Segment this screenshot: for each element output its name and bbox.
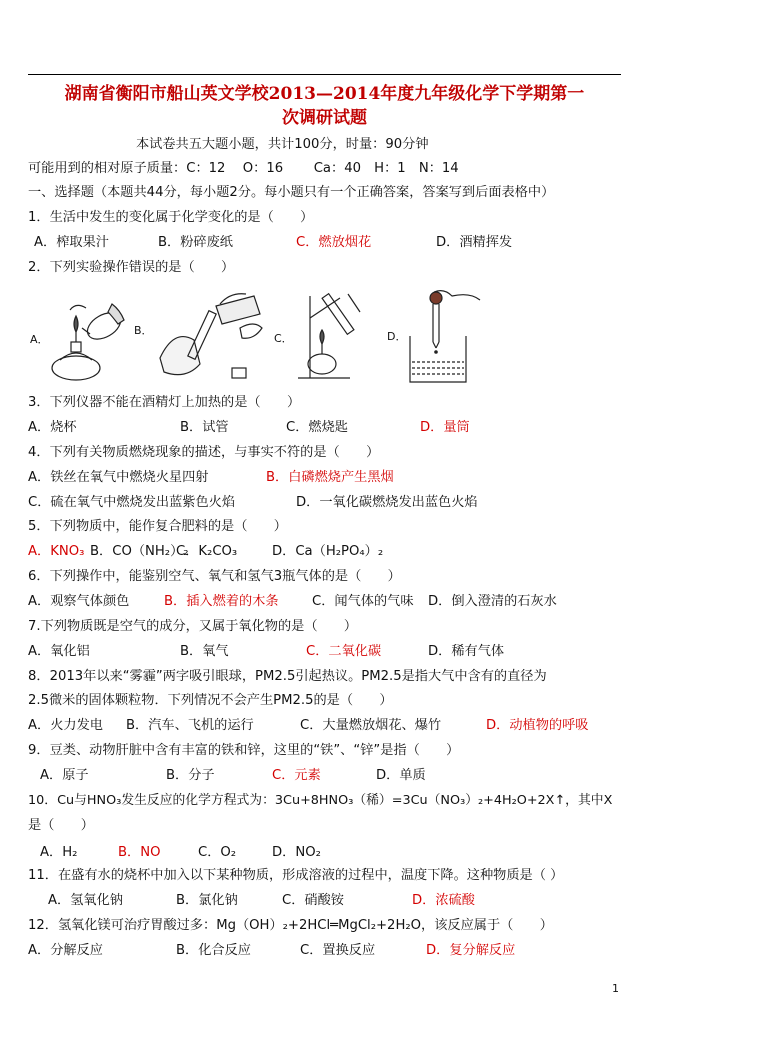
q8-option-d: D．动植物的呼吸 bbox=[486, 718, 589, 733]
q8-option-a: A．火力发电 bbox=[28, 718, 103, 733]
q12-option-c: C．置换反应 bbox=[300, 943, 376, 958]
q9-option-a: A．原子 bbox=[40, 768, 89, 783]
q10-option-b: B．NO bbox=[118, 845, 161, 860]
q4-option-c: C．硫在氧气中燃烧发出蓝紫色火焰 bbox=[28, 495, 236, 510]
question-8-stem-cont: 2.5微米的固体颗粒物．下列情况不会产生PM2.5的是（ ） bbox=[28, 693, 393, 708]
question-11-stem: 11．在盛有水的烧杯中加入以下某种物质，形成溶液的过程中，温度下降。这种物质是（ ） bbox=[28, 868, 564, 883]
q7-option-c: C．二氧化碳 bbox=[306, 644, 382, 659]
q5-option-d: D．Ca（H₂PO₄）₂ bbox=[272, 544, 384, 559]
q1-option-b: B．粉碎废纸 bbox=[158, 235, 233, 250]
q1-option-c: C．燃放烟花 bbox=[296, 235, 372, 250]
question-10-stem-cont: 是（ ） bbox=[28, 818, 94, 833]
q4-option-a: A．铁丝在氧气中燃烧火星四射 bbox=[28, 470, 209, 485]
header-rule bbox=[28, 74, 621, 75]
q12-option-d: D．复分解反应 bbox=[426, 943, 516, 958]
page-number: 1 bbox=[612, 982, 619, 995]
q11-option-d: D．浓硫酸 bbox=[412, 893, 475, 908]
page-title-line2: 次调研试题 bbox=[282, 108, 367, 128]
atomic-masses: 可能用到的相对原子质量：C：12 O：16 Ca：40 H：1 N：14 bbox=[28, 161, 459, 176]
q6-option-c: C．闻气体的气味 bbox=[312, 594, 414, 609]
question-10-stem: 10．Cu与HNO₃发生反应的化学方程式为：3Cu+8HNO₃（稀）=3Cu（NO₃）₂+4H₂O+2X↑，其中X bbox=[28, 793, 613, 808]
q10-option-d: D．NO₂ bbox=[272, 845, 321, 860]
q9-option-b: B．分子 bbox=[166, 768, 215, 783]
question-8-stem: 8．2013年以来“雾霾”两字吸引眼球，PM2.5引起热议。PM2.5是指大气中含有的直径为 bbox=[28, 669, 547, 684]
q3-option-b: B．试管 bbox=[180, 420, 229, 435]
q2-label-d: D． bbox=[387, 330, 407, 343]
q9-option-d: D．单质 bbox=[376, 768, 426, 783]
q12-option-b: B．化合反应 bbox=[176, 943, 251, 958]
q4-option-b: B．白磷燃烧产生黑烟 bbox=[266, 470, 394, 485]
exam-subtitle: 本试卷共五大题小题，共计100分，时量：90分钟 bbox=[136, 137, 429, 152]
q1-option-a: A．榨取果汁 bbox=[34, 235, 109, 250]
question-9-stem: 9．豆类、动物肝脏中含有丰富的铁和锌，这里的“铁”、“锌”是指（ ） bbox=[28, 743, 460, 758]
q1-option-d: D．酒精挥发 bbox=[436, 235, 513, 250]
q6-option-b: B．插入燃着的木条 bbox=[164, 594, 279, 609]
q8-option-c: C．大量燃放烟花、爆竹 bbox=[300, 718, 442, 733]
q5-option-b: B．CO（NH₂）₂ bbox=[90, 544, 189, 559]
q2-label-c: C． bbox=[274, 332, 293, 345]
q3-option-d: D．量筒 bbox=[420, 420, 470, 435]
q9-option-c: C．元素 bbox=[272, 768, 321, 783]
q7-option-b: B．氧气 bbox=[180, 644, 229, 659]
q3-option-a: A．烧杯 bbox=[28, 420, 77, 435]
q7-option-d: D．稀有气体 bbox=[428, 644, 505, 659]
q10-option-a: A．H₂ bbox=[40, 845, 78, 860]
question-2-stem: 2．下列实验操作错误的是（ ） bbox=[28, 260, 235, 275]
question-1-stem: 1．生活中发生的变化属于化学变化的是（ ） bbox=[28, 210, 314, 225]
q2-label-b: B． bbox=[134, 324, 153, 337]
question-6-stem: 6．下列操作中，能鉴别空气、氧气和氢气3瓶气体的是（ ） bbox=[28, 569, 401, 584]
q11-option-a: A．氢氧化钠 bbox=[48, 893, 123, 908]
q11-option-c: C．硝酸铵 bbox=[282, 893, 344, 908]
q6-option-d: D．倒入澄清的石灰水 bbox=[428, 594, 557, 609]
q5-option-a: A．KNO₃ bbox=[28, 544, 85, 559]
question-5-stem: 5．下列物质中，能作复合肥料的是（ ） bbox=[28, 519, 287, 534]
q8-option-b: B．汽车、飞机的运行 bbox=[126, 718, 254, 733]
pouring-liquid-figure bbox=[150, 288, 268, 386]
q2-label-a: A． bbox=[30, 333, 49, 346]
q7-option-a: A．氧化铝 bbox=[28, 644, 90, 659]
q3-option-c: C．燃烧匙 bbox=[286, 420, 348, 435]
dropper-beaker-figure bbox=[400, 288, 482, 386]
q6-option-a: A．观察气体颜色 bbox=[28, 594, 130, 609]
q5-option-c: C．K₂CO₃ bbox=[176, 544, 238, 559]
heating-tube-figure bbox=[290, 288, 380, 386]
question-7-stem: 7.下列物质既是空气的成分，又属于氧化物的是（ ） bbox=[28, 619, 358, 634]
q4-option-d: D．一氧化碳燃烧发出蓝色火焰 bbox=[296, 495, 478, 510]
question-3-stem: 3．下列仪器不能在酒精灯上加热的是（ ） bbox=[28, 395, 301, 410]
question-4-stem: 4．下列有关物质燃烧现象的描述，与事实不符的是（ ） bbox=[28, 445, 380, 460]
page-title: 湖南省衡阳市船山英文学校2013—2014年度九年级化学下学期第一 bbox=[64, 84, 585, 104]
section-heading: 一、选择题（本题共44分，每小题2分。每小题只有一个正确答案，答案写到后面表格中） bbox=[28, 185, 555, 200]
question-12-stem: 12．氢氧化镁可治疗胃酸过多：Mg（OH）₂+2HCl═MgCl₂+2H₂O，该反应属于（ ） bbox=[28, 918, 553, 933]
q11-option-b: B．氯化钠 bbox=[176, 893, 238, 908]
q10-option-c: C．O₂ bbox=[198, 845, 237, 860]
q12-option-a: A．分解反应 bbox=[28, 943, 103, 958]
alcohol-lamp-figure bbox=[46, 290, 130, 386]
